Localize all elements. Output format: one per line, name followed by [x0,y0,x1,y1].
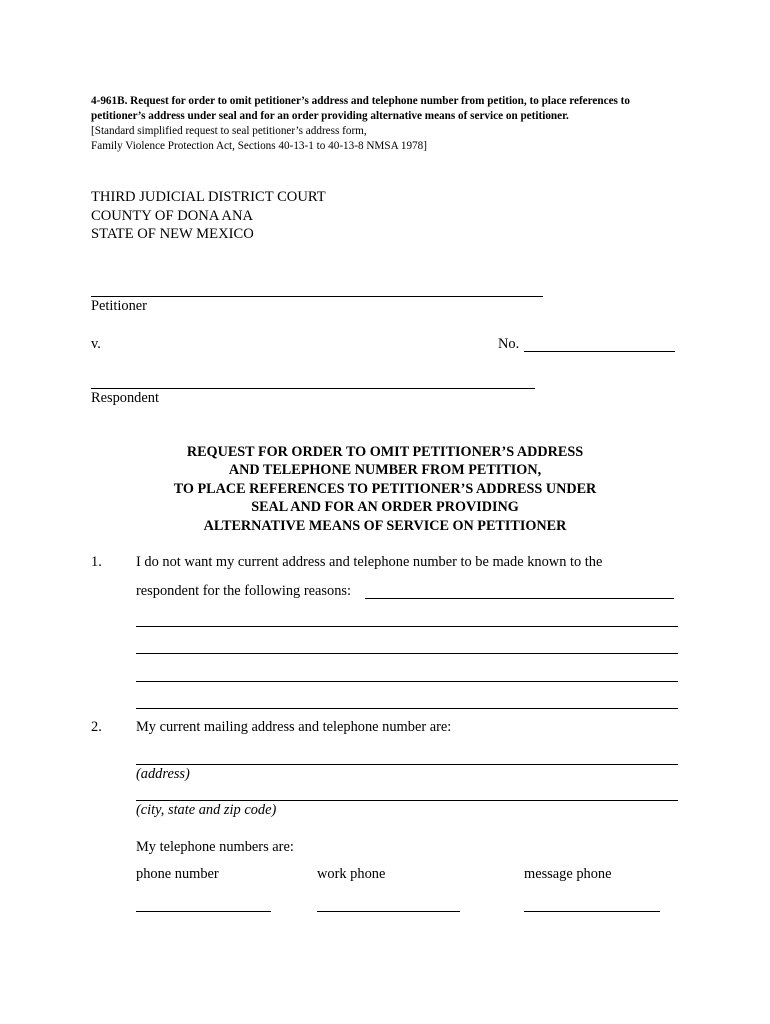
rule-title: 4-961B. Request for order to omit petitioner’s address and telephone number from petition, to place references to petitioner’s address under seal and for an order providing alternative means of service on petitioner. [91,95,631,122]
city-state-zip-line[interactable] [136,800,678,801]
phone-number-label: phone number [136,866,219,882]
work-phone-label: work phone [317,866,386,882]
reasons-line-3[interactable] [136,653,678,654]
case-number-line[interactable] [524,351,675,352]
petitioner-name-line[interactable] [91,296,543,297]
title-line-3: TO PLACE REFERENCES TO PETITIONER’S ADDRESS UNDER [173,480,597,497]
reasons-line-2[interactable] [136,626,678,627]
title-line-2: AND TELEPHONE NUMBER FROM PETITION, [228,462,542,479]
phones-heading: My telephone numbers are: [136,839,294,855]
item-1-number: 1. [91,554,102,570]
title-line-4: SEAL AND FOR AN ORDER PROVIDING [251,499,519,516]
reasons-line-1[interactable] [365,598,674,599]
city-state-zip-label: (city, state and zip code) [136,802,277,818]
petitioner-label: Petitioner [91,298,147,314]
item-1-text-line-1: I do not want my current address and telephone number to be made known to the [136,554,603,570]
address-line[interactable] [136,764,678,765]
reasons-line-4[interactable] [136,681,678,682]
form-note-line-1: [Standard simplified request to seal petitioner’s address form, [91,125,367,137]
versus-label: v. [91,336,101,352]
respondent-name-line[interactable] [91,388,535,389]
form-header [91,94,671,154]
respondent-label: Respondent [91,390,159,406]
message-phone-line[interactable] [524,911,660,912]
title-line-1: REQUEST FOR ORDER TO OMIT PETITIONER’S ADDRESS [186,444,584,460]
phone-number-line[interactable] [136,911,271,912]
item-2-number: 2. [91,719,102,735]
item-1-text-line-2: respondent for the following reasons: [136,583,352,599]
document-title [0,443,770,535]
court-state: STATE OF NEW MEXICO [91,226,254,242]
form-note-line-2: Family Violence Protection Act, Sections 40-13-1 to 40-13-8 NMSA 1978] [91,140,427,152]
title-line-5: ALTERNATIVE MEANS OF SERVICE ON PETITIONER [203,517,567,534]
case-number-label: No. [498,336,520,352]
work-phone-line[interactable] [317,911,460,912]
message-phone-label: message phone [524,866,612,882]
address-label: (address) [136,766,190,782]
court-county: COUNTY OF DONA ANA [91,208,254,224]
court-name: THIRD JUDICIAL DISTRICT COURT [91,189,326,205]
reasons-line-5[interactable] [136,708,678,709]
item-2-text: My current mailing address and telephone number are: [136,719,452,735]
